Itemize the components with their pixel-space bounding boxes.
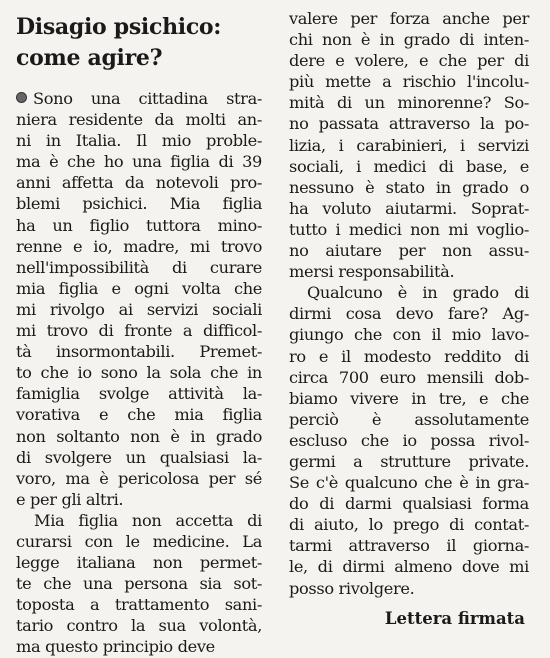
text-line: mi rivolgo ai servizi sociali	[16, 299, 262, 319]
text-line: ma questo principio deve	[16, 637, 215, 657]
text-line: germi a strutture private.	[289, 451, 529, 471]
text-line: no aiutare per non assu-	[289, 241, 529, 261]
text-line: ma è che ho una figlia di 39	[16, 152, 262, 172]
text-line: sociali, i medici di base, e	[289, 156, 529, 176]
text-line: chi non è in grado di inten-	[289, 30, 529, 50]
text-line: do di darmi qualsiasi forma	[289, 494, 529, 514]
text-line: nell'impossibilità di curare	[16, 257, 262, 277]
text-line: curarsi con le medicine. La	[16, 531, 262, 551]
article-title	[16, 12, 262, 74]
text-line: lizia, i carabinieri, i servizi	[289, 135, 529, 155]
title-line-1: Disagio psichico:	[16, 14, 222, 40]
text-line: dere e volere, e che per di	[289, 51, 529, 71]
text-line: Qualcuno è in grado di	[307, 283, 529, 303]
text-line: perciò è assolutamente	[289, 409, 529, 429]
text-line: escluso che io possa rivol-	[289, 430, 529, 450]
left-column	[16, 8, 262, 658]
text-line: circa 700 euro mensili dob-	[289, 367, 529, 387]
text-line: Se c'è qualcuno che è in gra-	[289, 473, 529, 493]
text-line: tà insormontabili. Premet-	[16, 342, 262, 362]
text-line: tutto i medici non mi voglio-	[289, 219, 529, 239]
signature: Lettera firmata	[384, 608, 525, 628]
text-line: no passata attraverso la po-	[289, 114, 529, 134]
text-line: le, di dirmi almeno dove mi	[289, 557, 529, 577]
text-line: ha voluto aiutarmi. Soprat-	[289, 198, 529, 218]
text-line: e per gli altri.	[16, 489, 124, 509]
text-line: mersi responsabilità.	[289, 262, 455, 282]
text-line: più mette a rischio l'incolu-	[289, 72, 529, 92]
text-line: biamo vivere in tre, e che	[289, 388, 529, 408]
text-line: non soltanto non è in grado	[16, 426, 262, 446]
text-line: di aiuto, lo prego di contat-	[289, 515, 529, 535]
text-line: giungo che con il mio lavo-	[289, 325, 529, 345]
text-line: niera residente da molti an-	[16, 110, 262, 130]
text-line: Mia figlia non accetta di	[34, 510, 262, 530]
text-line: blemi psichici. Mia figlia	[16, 194, 262, 214]
paragraph-bullet-icon	[16, 92, 27, 103]
text-line: ro e il modesto reddito di	[289, 346, 529, 366]
text-line: voro, ma è pericolosa per sé	[16, 468, 262, 488]
text-line: mi trovo di fronte a difficol-	[16, 321, 262, 341]
text-line: tarmi attraverso il giorna-	[289, 536, 529, 556]
right-body-text	[289, 8, 529, 599]
title-line-2: come agire?	[16, 45, 163, 71]
text-line: ni in Italia. Il mio proble-	[16, 131, 262, 151]
text-line: mia figlia e ogni volta che	[16, 278, 262, 298]
text-line: to che io sono la sola che in	[16, 363, 262, 383]
text-line: dirmi cosa devo fare? Ag-	[289, 304, 529, 324]
text-line: renne e io, madre, mi trovo	[16, 236, 262, 256]
text-line: te che una persona sia sot-	[16, 574, 262, 594]
right-column	[289, 8, 529, 628]
text-line: nessuno è stato in grado o	[289, 177, 529, 197]
text-line: tario contro la sua volontà,	[16, 616, 262, 636]
text-line: mità di un minorenne? So-	[289, 93, 529, 113]
text-line: Sono una cittadina stra-	[16, 88, 262, 109]
text-line: valere per forza anche per	[289, 9, 529, 28]
text-line: anni affetta da notevoli pro-	[16, 173, 262, 193]
text-line: legge italiana non permet-	[16, 553, 262, 573]
text-line: ha un figlio tuttora mino-	[16, 215, 262, 235]
text-line: famiglia svolge attività la-	[16, 384, 262, 404]
text-line: toposta a trattamento sani-	[16, 595, 262, 615]
left-body-text	[16, 88, 262, 658]
text-line: posso rivolgere.	[289, 578, 415, 598]
text-line: vorativa e che mia figlia	[16, 405, 262, 425]
text-line: di svolgere un qualsiasi la-	[16, 447, 262, 467]
